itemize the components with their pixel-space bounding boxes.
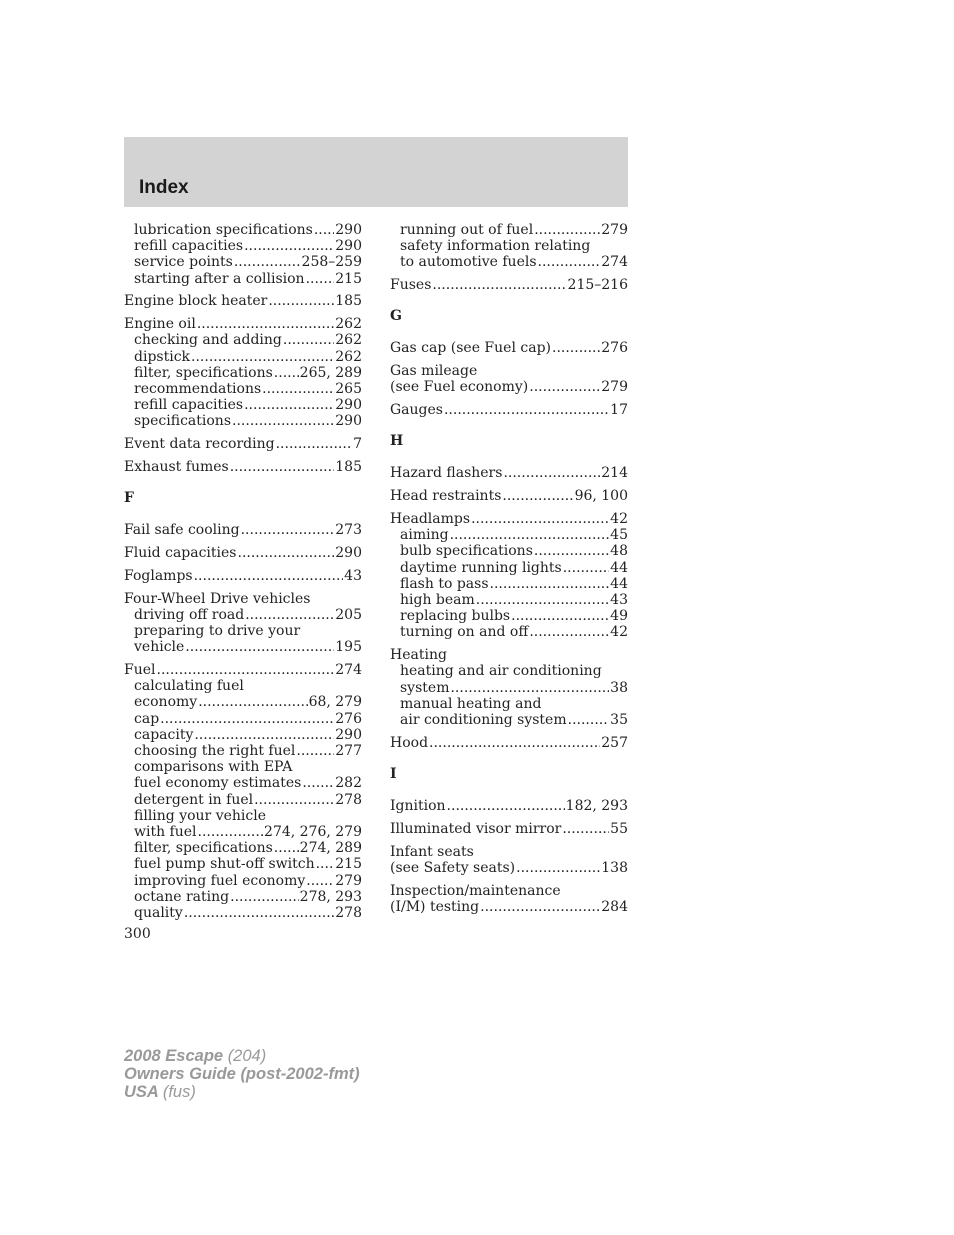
entry-page: 279 bbox=[601, 379, 628, 396]
index-entry bbox=[124, 743, 362, 759]
entry-page: 205 bbox=[335, 606, 362, 623]
entry-page: 35 bbox=[610, 712, 628, 729]
index-entry bbox=[124, 222, 362, 238]
entry-page: 262 bbox=[335, 348, 362, 365]
dot-leader bbox=[516, 860, 600, 876]
entry-term: quality bbox=[134, 905, 183, 922]
entry-term: Exhaust fumes bbox=[124, 459, 229, 476]
footer-model-code: (204) bbox=[227, 1047, 267, 1065]
index-entry bbox=[390, 511, 628, 527]
entry-term: filling your vehicle bbox=[134, 807, 266, 824]
dot-leader bbox=[538, 254, 601, 270]
entry-page: 185 bbox=[335, 459, 362, 476]
dot-leader bbox=[490, 576, 610, 592]
index-entry bbox=[124, 254, 362, 270]
entry-term: Gauges bbox=[390, 402, 443, 419]
index-entry bbox=[124, 792, 362, 808]
index-entry bbox=[390, 402, 628, 418]
dot-leader bbox=[503, 465, 600, 481]
entry-page: 278 bbox=[335, 905, 362, 922]
entry-page: 290 bbox=[335, 238, 362, 255]
index-entry bbox=[390, 576, 628, 592]
entry-term: lubrication specifications bbox=[134, 222, 313, 238]
dot-leader bbox=[529, 624, 609, 640]
entry-term: service points bbox=[134, 254, 233, 271]
entry-page: 43 bbox=[344, 567, 362, 584]
section-letter: F bbox=[124, 490, 134, 507]
entry-page: 185 bbox=[335, 293, 362, 310]
index-entry bbox=[124, 678, 362, 694]
dot-leader bbox=[198, 824, 264, 840]
entry-term: Gas cap (see Fuel cap) bbox=[390, 340, 551, 357]
index-entry bbox=[124, 639, 362, 655]
entry-term: (I/M) testing bbox=[390, 898, 480, 915]
entry-page: 265 bbox=[335, 381, 362, 398]
index-entry bbox=[124, 397, 362, 413]
index-entry bbox=[390, 663, 628, 679]
index-column-left bbox=[124, 222, 362, 921]
entry-page: 277 bbox=[335, 743, 362, 760]
index-entry bbox=[390, 543, 628, 559]
index-entry bbox=[390, 238, 628, 254]
entry-term: (see Safety seats) bbox=[390, 859, 516, 876]
entry-term: Fail safe cooling bbox=[124, 522, 240, 539]
entry-term: Hood bbox=[390, 734, 429, 751]
entry-page: 274 bbox=[601, 254, 628, 271]
footer-line-2: Owners Guide (post-2002-fmt) bbox=[124, 1065, 360, 1083]
dot-leader bbox=[476, 592, 609, 608]
index-entry bbox=[390, 712, 628, 728]
dot-leader bbox=[502, 488, 573, 504]
entry-page: 274 bbox=[335, 662, 362, 679]
dot-leader bbox=[447, 798, 565, 814]
entry-term: Fuel bbox=[124, 662, 156, 679]
entry-page: 182, 293 bbox=[565, 798, 628, 815]
dot-leader bbox=[480, 899, 600, 915]
dot-leader bbox=[450, 527, 610, 543]
dot-leader bbox=[238, 545, 335, 561]
dot-leader bbox=[429, 735, 600, 751]
entry-term: Infant seats bbox=[390, 843, 474, 860]
dot-leader bbox=[450, 680, 609, 696]
dot-leader bbox=[160, 711, 334, 727]
entry-page: 257 bbox=[601, 734, 628, 751]
index-entry bbox=[390, 696, 628, 712]
entry-term: Gas mileage bbox=[390, 363, 478, 380]
entry-term: specifications bbox=[134, 413, 232, 430]
index-entry bbox=[390, 821, 628, 837]
index-entry bbox=[124, 436, 362, 452]
entry-term: dipstick bbox=[134, 348, 191, 365]
index-entry bbox=[124, 238, 362, 254]
index-header bbox=[124, 137, 628, 207]
page-title: Index bbox=[139, 177, 189, 198]
entry-term: calculating fuel bbox=[134, 678, 244, 695]
dot-leader bbox=[185, 639, 334, 655]
dot-leader bbox=[197, 316, 334, 332]
index-entry bbox=[390, 608, 628, 624]
entry-term: Foglamps bbox=[124, 567, 193, 584]
dot-leader bbox=[552, 340, 600, 356]
footer-market-code: (fus) bbox=[162, 1083, 196, 1101]
index-entry bbox=[390, 527, 628, 543]
index-column-right bbox=[390, 222, 628, 915]
index-entry bbox=[390, 363, 628, 379]
entry-term: octane rating bbox=[134, 888, 230, 905]
entry-page: 284 bbox=[601, 898, 628, 915]
dot-leader bbox=[230, 889, 299, 905]
index-entry bbox=[124, 662, 362, 678]
index-entry bbox=[390, 277, 628, 293]
entry-page: 282 bbox=[335, 775, 362, 792]
entry-term: capacity bbox=[134, 726, 194, 743]
index-entry bbox=[390, 798, 628, 814]
dot-leader bbox=[511, 608, 609, 624]
entry-term: fuel pump shut-off switch bbox=[134, 856, 315, 873]
dot-leader bbox=[314, 222, 334, 238]
footer-line-3 bbox=[124, 1083, 360, 1101]
dot-leader bbox=[302, 775, 334, 791]
index-entry bbox=[124, 727, 362, 743]
index-entry bbox=[124, 522, 362, 538]
entry-term: Hazard flashers bbox=[390, 465, 503, 482]
entry-term: choosing the right fuel bbox=[134, 743, 296, 760]
entry-term: turning on and off bbox=[400, 624, 529, 641]
entry-term: refill capacities bbox=[134, 397, 244, 414]
entry-page: 38 bbox=[610, 679, 628, 696]
dot-leader bbox=[444, 402, 609, 418]
index-entry bbox=[390, 680, 628, 696]
entry-term: Inspection/maintenance bbox=[390, 882, 561, 899]
index-entry bbox=[390, 465, 628, 481]
entry-page: 44 bbox=[610, 559, 628, 576]
index-entry bbox=[124, 856, 362, 872]
page-number: 300 bbox=[124, 926, 151, 942]
entry-term: Fuses bbox=[390, 277, 432, 294]
dot-leader bbox=[230, 459, 335, 475]
entry-page: 68, 279 bbox=[308, 694, 362, 711]
dot-leader bbox=[534, 222, 600, 238]
entry-term: Event data recording bbox=[124, 436, 275, 453]
entry-page: 195 bbox=[335, 639, 362, 656]
index-entry bbox=[124, 591, 362, 607]
dot-leader bbox=[262, 381, 334, 397]
entry-term: system bbox=[400, 679, 450, 696]
index-entry bbox=[390, 592, 628, 608]
entry-term: replacing bulbs bbox=[400, 608, 511, 625]
entry-page: 279 bbox=[335, 872, 362, 889]
index-entry bbox=[124, 316, 362, 332]
entry-page: 265, 289 bbox=[299, 364, 362, 381]
index-entry bbox=[124, 568, 362, 584]
entry-term: economy bbox=[134, 694, 198, 711]
entry-term: to automotive fuels bbox=[400, 254, 537, 271]
entry-term: aiming bbox=[400, 527, 449, 544]
entry-term: preparing to drive your bbox=[134, 623, 301, 640]
dot-leader bbox=[276, 436, 352, 452]
dot-leader bbox=[184, 905, 334, 921]
index-entry bbox=[124, 545, 362, 561]
entry-page: 138 bbox=[601, 859, 628, 876]
entry-page: 290 bbox=[335, 726, 362, 743]
index-entry bbox=[390, 488, 628, 504]
index-entry bbox=[390, 222, 628, 238]
index-entry bbox=[124, 332, 362, 348]
dot-leader bbox=[244, 238, 334, 254]
entry-term: heating and air conditioning bbox=[400, 663, 602, 680]
entry-term: daytime running lights bbox=[400, 559, 562, 576]
dot-leader bbox=[198, 694, 307, 710]
index-entry bbox=[124, 824, 362, 840]
dot-leader bbox=[191, 349, 334, 365]
entry-term: (see Fuel economy) bbox=[390, 379, 529, 396]
footer-model: 2008 Escape bbox=[124, 1047, 224, 1065]
index-entry bbox=[124, 607, 362, 623]
dot-leader bbox=[194, 568, 344, 584]
entry-page: 45 bbox=[610, 527, 628, 544]
index-entry bbox=[124, 381, 362, 397]
entry-page: 42 bbox=[610, 511, 628, 527]
entry-page: 274, 276, 279 bbox=[264, 824, 362, 841]
entry-term: running out of fuel bbox=[400, 222, 534, 238]
entry-term: recommendations bbox=[134, 381, 262, 398]
entry-term: Illuminated visor mirror bbox=[390, 820, 562, 837]
entry-term: filter, specifications bbox=[134, 840, 273, 857]
index-entry bbox=[124, 873, 362, 889]
entry-page: 42 bbox=[610, 624, 628, 641]
entry-page: 278, 293 bbox=[299, 888, 362, 905]
index-entry bbox=[124, 623, 362, 639]
dot-leader bbox=[234, 254, 301, 270]
dot-leader bbox=[274, 840, 299, 856]
dot-leader bbox=[283, 332, 334, 348]
index-entry bbox=[124, 840, 362, 856]
dot-leader bbox=[232, 413, 334, 429]
entry-page: 49 bbox=[610, 608, 628, 625]
index-entry bbox=[390, 844, 628, 860]
index-entry bbox=[390, 560, 628, 576]
dot-leader bbox=[529, 379, 600, 395]
entry-page: 276 bbox=[335, 710, 362, 727]
dot-leader bbox=[244, 397, 334, 413]
entry-term: Ignition bbox=[390, 798, 446, 815]
entry-term: detergent in fuel bbox=[134, 791, 254, 808]
entry-page: 7 bbox=[353, 436, 362, 453]
entry-term: high beam bbox=[400, 592, 475, 609]
entry-page: 290 bbox=[335, 222, 362, 238]
dot-leader bbox=[274, 365, 299, 381]
dot-leader bbox=[471, 511, 609, 527]
entry-term: Headlamps bbox=[390, 511, 471, 527]
index-entry bbox=[124, 413, 362, 429]
footer-line-1 bbox=[124, 1047, 360, 1065]
entry-page: 215 bbox=[335, 270, 362, 287]
index-entry bbox=[124, 775, 362, 791]
index-entry bbox=[124, 711, 362, 727]
entry-term: filter, specifications bbox=[134, 364, 273, 381]
index-entry bbox=[124, 808, 362, 824]
entry-page: 43 bbox=[610, 592, 628, 609]
entry-page: 290 bbox=[335, 545, 362, 562]
entry-term: Engine oil bbox=[124, 316, 196, 333]
entry-term: bulb specifications bbox=[400, 543, 533, 560]
index-entry bbox=[124, 889, 362, 905]
dot-leader bbox=[245, 607, 334, 623]
index-entry bbox=[390, 860, 628, 876]
entry-page: 214 bbox=[601, 465, 628, 482]
dot-leader bbox=[254, 792, 334, 808]
entry-page: 215 bbox=[335, 856, 362, 873]
entry-page: 290 bbox=[335, 413, 362, 430]
dot-leader bbox=[157, 662, 335, 678]
entry-term: improving fuel economy bbox=[134, 872, 306, 889]
entry-page: 274, 289 bbox=[299, 840, 362, 857]
entry-page: 290 bbox=[335, 397, 362, 414]
entry-page: 278 bbox=[335, 791, 362, 808]
index-entry bbox=[124, 271, 362, 287]
entry-page: 279 bbox=[601, 222, 628, 238]
dot-leader bbox=[563, 560, 609, 576]
entry-term: vehicle bbox=[134, 639, 185, 656]
dot-leader bbox=[432, 277, 566, 293]
index-entry bbox=[124, 759, 362, 775]
entry-page: 44 bbox=[610, 575, 628, 592]
entry-page: 258–259 bbox=[301, 254, 362, 271]
entry-page: 17 bbox=[610, 402, 628, 419]
entry-term: cap bbox=[134, 710, 160, 727]
entry-term: driving off road bbox=[134, 606, 245, 623]
entry-page: 276 bbox=[601, 340, 628, 357]
entry-term: Fluid capacities bbox=[124, 545, 237, 562]
index-entry bbox=[390, 883, 628, 899]
dot-leader bbox=[241, 522, 335, 538]
index-entry bbox=[390, 379, 628, 395]
dot-leader bbox=[568, 712, 610, 728]
entry-page: 262 bbox=[335, 316, 362, 333]
dot-leader bbox=[534, 543, 609, 559]
entry-page: 55 bbox=[610, 820, 628, 837]
index-entry bbox=[390, 340, 628, 356]
document-footer bbox=[124, 1047, 360, 1101]
entry-page: 215–216 bbox=[567, 277, 628, 294]
entry-term: Four-Wheel Drive vehicles bbox=[124, 590, 311, 607]
entry-term: comparisons with EPA bbox=[134, 759, 293, 776]
entry-term: fuel economy estimates bbox=[134, 775, 302, 792]
entry-term: air conditioning system bbox=[400, 712, 567, 729]
section-letter: G bbox=[390, 308, 402, 325]
section-letter: I bbox=[390, 766, 397, 783]
index-entry bbox=[390, 624, 628, 640]
index-entry bbox=[124, 365, 362, 381]
entry-term: Heating bbox=[390, 647, 447, 664]
dot-leader bbox=[316, 856, 335, 872]
entry-page: 48 bbox=[610, 543, 628, 560]
index-entry bbox=[390, 647, 628, 663]
entry-term: manual heating and bbox=[400, 695, 542, 712]
dot-leader bbox=[268, 293, 334, 309]
entry-term: refill capacities bbox=[134, 238, 244, 255]
entry-term: checking and adding bbox=[134, 332, 282, 349]
index-entry bbox=[390, 899, 628, 915]
entry-term: with fuel bbox=[134, 824, 197, 841]
index-entry bbox=[124, 349, 362, 365]
index-entry bbox=[124, 459, 362, 475]
entry-term: Engine block heater bbox=[124, 293, 268, 310]
dot-leader bbox=[306, 271, 335, 287]
entry-term: Head restraints bbox=[390, 488, 502, 505]
dot-leader bbox=[194, 727, 334, 743]
index-entry bbox=[390, 254, 628, 270]
entry-term: flash to pass bbox=[400, 575, 489, 592]
index-entry bbox=[124, 293, 362, 309]
index-entry bbox=[124, 694, 362, 710]
entry-page: 273 bbox=[335, 522, 362, 539]
entry-term: starting after a collision bbox=[134, 270, 305, 287]
entry-page: 262 bbox=[335, 332, 362, 349]
section-letter: H bbox=[390, 433, 404, 450]
index-entry bbox=[124, 905, 362, 921]
dot-leader bbox=[306, 873, 334, 889]
dot-leader bbox=[296, 743, 334, 759]
footer-market: USA bbox=[124, 1083, 159, 1101]
index-entry bbox=[390, 735, 628, 751]
entry-page: 96, 100 bbox=[574, 488, 628, 505]
entry-term: safety information relating bbox=[400, 238, 591, 255]
dot-leader bbox=[562, 821, 609, 837]
